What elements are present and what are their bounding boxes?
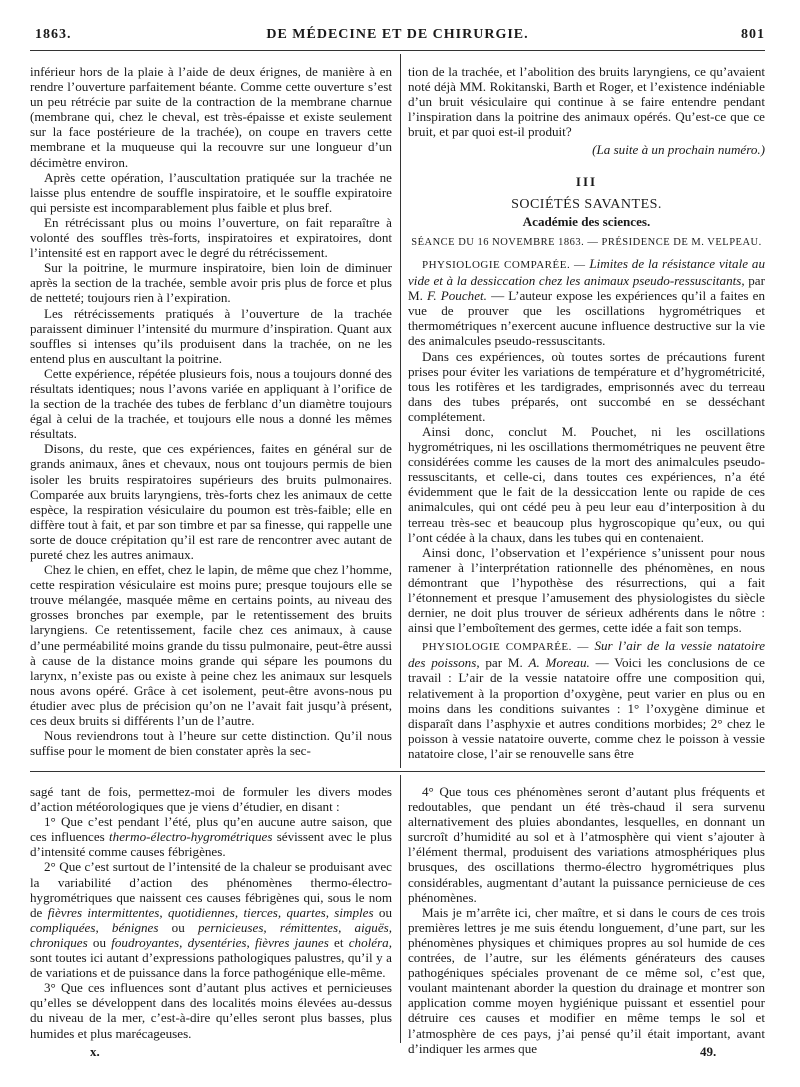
paragraph: Mais je m’arrête ici, cher maître, et si dans le cours de ces trois premières lettres je me suis étendu longuement, d’une part, sur les phénomènes physiques et chimiques propres au sol humide de ces contrées, de l’autre, sur les éléments générateurs des causes pathogéniques spéciales provenant de ce même sol, c’est que, voulant maintenant aborder la question du drainage et montrer son application comme moyen hygiénique puissant et essentiel pour détruire ces causes et modifier en même temps le sol et l’atmosphère de ces pays, j’ai pensé qu’il était important, avant d’indiquer les armes que xyxy=(408,904,765,1056)
paragraph: Chez le chien, en effet, chez le lapin, de même que chez l’homme, cette respiration vésiculaire est moins pure; presque toujours elle se trouve mélangée, masquée même en certains points, au niveau des grosses bronches par exemple, par le retentissement des bruits laryngiens. Ce retentissement, facile chez ces animaux, à cause d’une perméabilité moins grande du tissu pulmonaire, peut-être aussi à cause de la distance moins grande qui sépare les poumons du larynx, n’existe pas ou existe à peine chez les animaux sur lesquels nous avons opéré. Grâce à cet isolement, peut-être avons-nous pu étudier avec plus de précision qu’on ne l’avait fait jusqu’à présent, ces deux bruits si différents l’un de l’autre. xyxy=(30,562,392,729)
header-page-number: 801 xyxy=(741,27,765,42)
section-number: III xyxy=(575,173,598,189)
lower-column-divider xyxy=(400,775,401,1043)
upper-column-divider xyxy=(400,54,401,768)
paragraph: Cette expérience, répétée plusieurs fois, nous a toujours donné des résultats identiques; nous l’avons variée en appliquant à l’orifice de la section de la trachée des tubes de ferblanc d’un diamètre toujours égal à celui de la trachée, et toujours elle nous a donné les mêmes résultats. xyxy=(30,365,392,442)
paragraph: En rétrécissant plus ou moins l’ouverture, on fait reparaître à volonté des souffles très-forts, inspiratoires et expiratoires, dont l’intensité est en rapport avec le degré du rétrécissement. xyxy=(30,214,392,261)
paragraph: Dans ces expériences, où toutes sortes de précautions furent prises pour éviter les variations de température et d’hygrométricité, tous les rotifères et les tardigrades, emprisonnés avec du terreau dans des tubes préparés, ont succombé en se desséchant complétement. xyxy=(408,348,765,424)
lower-right-column xyxy=(408,784,765,1056)
lower-left-column xyxy=(30,784,392,1041)
signature-mark: x. xyxy=(90,1044,100,1059)
paragraph: PHYSIOLOGIE COMPARÉE. — Sur l’air de la vessie natatoire des poissons, par M. A. Moreau. — Voici les conclusions de ce travail : L’air de la vessie natatoire offre une composition qui, relativement à la proportion d’oxygène, peut varier en plus ou en moins dans les conditions suivantes : 1° l’oxygène diminue et disparaît dans l’asphyxie et autres conditions morbides; 2° chez le poisson à vessie natatoire ouverte, comme chez le poisson à vessie natatoire close, l’air se renouvelle sans être xyxy=(408,638,766,761)
paragraph: Disons, du reste, que ces expériences, faites en général sur de grands animaux, ânes et chevaux, nous ont toujours permis de bien isoler les bruits respiratoires supérieurs des bruits pulmonaires. Comparée aux bruits laryngiens, très-forts chez les animaux de cette espèce, la respiration vésiculaire du poumon est très-faible; elle en diffère tout à fait, et par son timbre et par sa finesse, qui rappelle une sorte de douce crépitation qu’il est rare de rencontrer avec autant de pureté chez les autres animaux. xyxy=(30,441,392,562)
academy-heading: Académie des sciences. xyxy=(522,213,651,229)
paragraph: Après cette opération, l’auscultation pratiquée sur la trachée ne laisse plus entendre de souffle inspiratoire, et le souffle expiratoire qui persiste est incomparablement plus faible et plus bref. xyxy=(30,169,392,215)
paragraph: PHYSIOLOGIE COMPARÉE. — Limites de la résistance vitale au vide et à la dessiccation chez les animaux pseudo-ressuscitants, par M. F. Pouchet. — L’auteur expose les expériences qu’il a faites en vue de prouver que les oscillations hygrométriques et thermométriques n’exercent aucune influence destructive sur la vie des animalcules pseudo-ressuscitants. xyxy=(408,255,765,349)
folio-number: 49. xyxy=(700,1044,717,1059)
paragraph: Ainsi donc, l’observation et l’expérience s’unissent pour nous ramener à l’interprétation rationnelle des phénomènes, en nous démontrant que l’hypothèse des résurrections, qui a fait l’étonnement et presque l’amusement des physiologistes du siècle dernier, ne doit plus trouver de sérieux adhérents dans le nôtre : ainsi que l’emboîtement des germes, cette idée a fait son temps. xyxy=(408,544,765,636)
paragraph: Ainsi donc, conclut M. Pouchet, ni les oscillations hygrométriques, ni les oscillations thermométriques ne peuvent être considérées comme les causes de la mort des animalcules pseudo-ressuscitants, et celle-ci, dans toutes ces expériences, n’a été évidemment que le fait de la dessiccation lente ou rapide de ces animalcules, qui ont cédé peu à peu leur eau d’interposition à du terreau très-sec et beaucoup plus hygroscopique qu’eux, ou qui l’ont cédée à la chaux, dans les tubes qui en contenaient. xyxy=(408,423,765,545)
paragraph: inférieur hors de la plaie à l’aide de deux érignes, de manière à en rendre l’ouverture parfaitement béante. Comme cette ouverture s’est un peu rétrécie par suite de la contraction de la membrane charnue (membrane qui, chez le cheval, est très-épaisse et existe seulement sur la face postérieure de la trachée), on coupe en travers cette membrane et la muqueuse qui la recouvre sur une longueur d’un décimètre environ. xyxy=(30,64,392,170)
section-title: SOCIÉTÉS SAVANTES. xyxy=(511,196,662,212)
paragraph: 1° Que c’est pendant l’été, plus qu’en aucune autre saison, que ces influences thermo-électro-hygrométriques sévissent avec le plus d’intensité comme causes fébrigènes. xyxy=(30,814,392,860)
header-rule xyxy=(30,50,765,51)
paragraph: 3° Que ces influences sont d’autant plus actives et pernicieuses qu’elles se développent dans des localités moins élevées au-dessus du niveau de la mer, c’est-à-dire qu’elles seront plus basses, plus humides et plus marécageuses. xyxy=(30,980,392,1041)
paragraph: 2° Que c’est surtout de l’intensité de la chaleur se produisant avec la variabilité d’action des phénomènes thermo-électro-hygrométriques que naissent ces causes fébrigènes qui, sous le nom de fièvres intermittentes, quotidiennes, tierces, quartes, simples ou compliquées, bénignes ou pernicieuses, rémittentes, aiguës, chroniques ou foudroyantes, dysentéries, fièvres jaunes et choléra, sont toutes ici autant d’expressions pathologiques palustres, qu’il y a de variations et de puissance dans la force pathogénique elle-même. xyxy=(30,859,393,981)
upper-right-column xyxy=(408,64,765,761)
seance-line: SÉANCE DU 16 NOVEMBRE 1863. — PRÉSIDENCE DE M. VELPEAU. xyxy=(411,236,762,248)
paragraph: Nous reviendrons tout à l’heure sur cette distinction. Qu’il nous suffise pour le moment de bien constater après la sec- xyxy=(30,728,392,759)
paragraph: Les rétrécissements pratiqués à l’ouverture de la trachée paraissent diminuer l’intensité du murmure d’inspiration. Quant aux souffles si intenses qu’ils produisent dans la trachée, on ne les entend plus en auscultant la poitrine. xyxy=(30,305,392,366)
header-title: DE MÉDECINE ET DE CHIRURGIE. xyxy=(266,27,529,42)
paragraph: sagé tant de fois, permettez-moi de formuler les divers modes d’action météorologiques que je viens d’étudier, en disant : xyxy=(30,784,392,815)
upper-left-column xyxy=(30,64,392,758)
paragraph: 4° Que tous ces phénomènes seront d’autant plus fréquents et redoutables, que pendant un été très-chaud il sera survenu alternativement des pluies abondantes, lesquelles, en donnant un surcroît d’humidité au sol et à l’atmosphère qui vient s’ajouter à l’élément thermal, produisent des variations atmosphériques plus brusques, des oscillations thermo-électro hygrométriques plus considérables, augmentant d’autant la puissance pernicieuse de ces phénomènes. xyxy=(408,784,765,905)
header-year: 1863. xyxy=(35,27,72,42)
paragraph: Sur la poitrine, le murmure inspiratoire, bien loin de diminuer après la section de la trachée, semble avoir pris plus de force et plus de netteté; toujours rien à l’expiration. xyxy=(30,260,392,306)
section-break-rule xyxy=(30,771,765,772)
paragraph: tion de la trachée, et l’abolition des bruits laryngiens, ce qu’avaient noté déjà MM. Rokitanski, Barth et Roger, et l’existence indéniable d’un bruit vésiculaire qui continue à se faire entendre pendant l’inspiration dans la poitrine des animaux opérés. Qu’est-ce que ce bruit, et par quoi est-il produit? xyxy=(408,64,765,140)
to-be-continued-note: (La suite à un prochain numéro.) xyxy=(592,142,765,158)
